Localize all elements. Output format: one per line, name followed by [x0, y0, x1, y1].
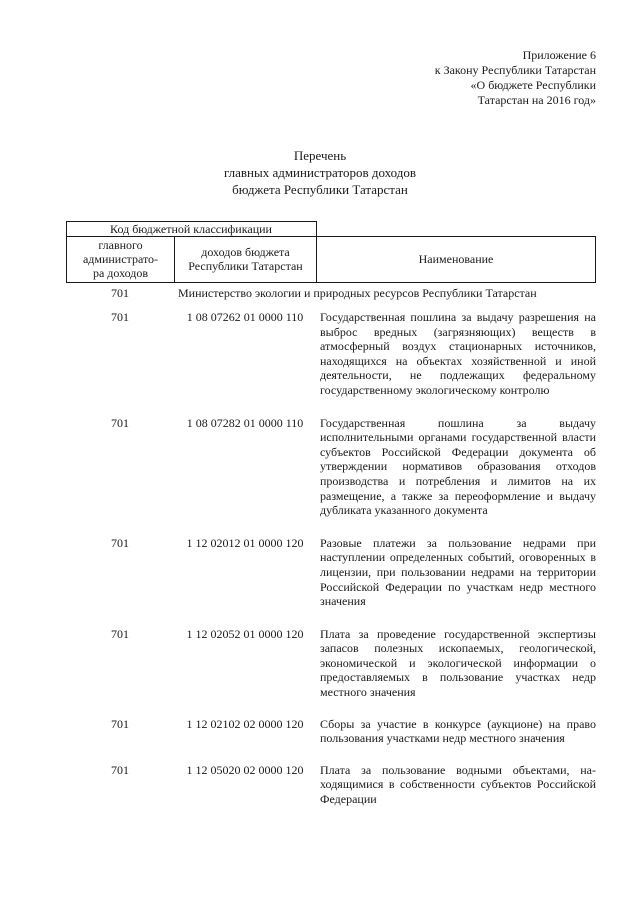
appendix-line-1: Приложение 6 [522, 48, 596, 62]
table-row [66, 536, 596, 609]
table-row [66, 627, 596, 700]
revenue-administrators-table [66, 221, 596, 807]
ministry-code: 701 [111, 286, 129, 300]
appendix-line-2: к Закону Республики Татарстан [434, 63, 596, 77]
title-line-2: главных администраторов доходов [223, 165, 417, 180]
header-admin-code-line: администрато- [82, 252, 159, 266]
revenue-name: Плата за проведение государственной экспертизы запасов полезных ископаемых, геологической, экономической и экологической информации о предоставляемых в пользование участках недр местного значения [320, 626, 596, 700]
header-admin-code-line: главного [98, 238, 143, 252]
revenue-name: Государственная пошлина за выдачу исполнительными органами государственной власти субъектов Российской Федерации документа об утверждении нормативов образования отходов производства и потребления и лимитов на их размещение, а также за переоформление и выдачу дубликата указанного документа [320, 415, 596, 518]
admin-code: 701 [111, 415, 129, 430]
appendix-block [435, 48, 596, 108]
title-line-3: бюджета Республики Татарстан [232, 182, 408, 197]
appendix-line-4: Татарстан на 2016 год» [477, 93, 596, 107]
revenue-name: Сборы за участие в конкурсе (аукционе) на право пользования участками недр местного значения [320, 716, 596, 746]
revenue-code: 1 12 02052 01 0000 120 [186, 626, 304, 641]
table-header [66, 221, 596, 283]
ministry-name: Министерство экологии и природных ресурсов Республики Татарстан [178, 286, 537, 300]
admin-code: 701 [111, 310, 129, 324]
header-name: Наименование [418, 252, 494, 266]
header-revenue-code-line: доходов бюджета [201, 245, 290, 259]
appendix-line-3: «О бюджете Республики [470, 78, 596, 92]
ministry-row [66, 283, 596, 305]
revenue-code: 1 12 02012 01 0000 120 [186, 535, 304, 550]
header-border [66, 236, 596, 237]
revenue-code: 1 08 07282 01 0000 110 [186, 415, 304, 430]
header-border [595, 236, 596, 283]
admin-code: 701 [111, 535, 129, 550]
admin-code: 701 [111, 626, 129, 641]
revenue-name: Государственная пошлина за выдачу разрешения на выброс вредных (загрязняющих) веществ в атмосферный воздух стационарных источников, находящихся на объектах хозяйственной и иной деятельности, не подлежащих федеральному государственному экологическому контролю [320, 310, 596, 397]
admin-code: 701 [111, 762, 129, 777]
header-admin-code [67, 238, 174, 280]
header-group-label: Код бюджетной классификации [110, 222, 272, 236]
revenue-code: 1 12 05020 02 0000 120 [186, 762, 304, 777]
header-admin-code-line: ра доходов [92, 266, 149, 280]
revenue-code: 1 12 02102 02 0000 120 [186, 716, 304, 731]
header-revenue-code-line: Республики Татарстан [188, 259, 303, 273]
table-row [66, 416, 596, 518]
table-row [66, 763, 596, 807]
table-row [66, 310, 596, 398]
revenue-name: Разовые платежи за пользование недрами при наступлении определенных событий, оговоренных в лицензии, при пользовании недрами на территории Российской Федерации по участкам недр местного значения [320, 535, 596, 609]
revenue-code: 1 08 07262 01 0000 110 [186, 310, 304, 324]
title-line-1: Перечень [293, 148, 347, 163]
document-title [0, 147, 640, 198]
header-revenue-code [175, 245, 316, 273]
table-row [66, 717, 596, 746]
admin-code: 701 [111, 716, 129, 731]
revenue-name: Плата за пользование водными объектами, находящимися в собственности субъектов Российской Федерации [320, 762, 596, 807]
